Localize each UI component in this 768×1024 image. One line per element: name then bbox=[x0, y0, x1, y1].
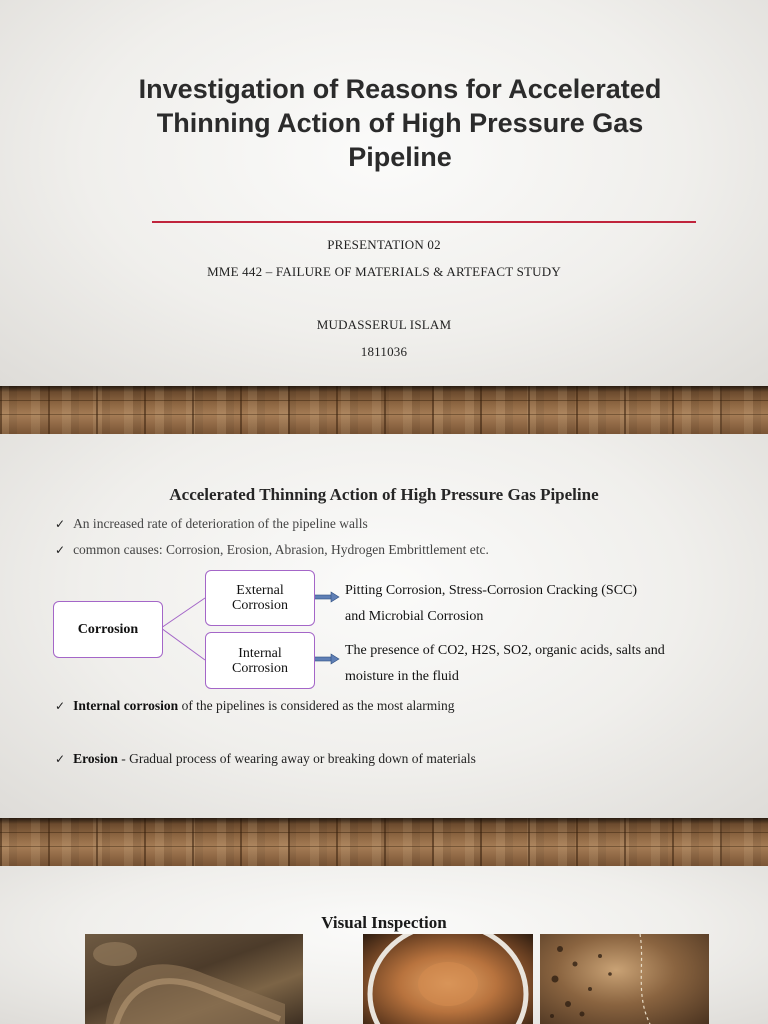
pipe-elbow-photo bbox=[85, 934, 303, 1024]
slide-heading: Accelerated Thinning Action of High Pressure Gas Pipeline bbox=[169, 485, 599, 504]
key-point: ✓ Internal corrosion of the pipelines is considered as the most alarming bbox=[55, 698, 455, 713]
visual-inspection-heading: Visual Inspection bbox=[321, 913, 447, 932]
student-id: 1811036 bbox=[360, 344, 408, 359]
check-icon: ✓ bbox=[55, 699, 66, 713]
check-icon: ✓ bbox=[55, 517, 66, 531]
internal-corrosion-description: The presence of CO2, H2S, SO2, organic acids, salts and moisture in the fluid bbox=[345, 643, 665, 684]
arrow-right-icon bbox=[314, 592, 339, 602]
bullet-item: ✓ common causes: Corrosion, Erosion, Abrasion, Hydrogen Embrittlement etc. bbox=[55, 542, 489, 557]
external-corrosion-node: External Corrosion bbox=[205, 570, 315, 626]
corrosion-node: Corrosion bbox=[53, 601, 163, 658]
wood-floor-divider bbox=[0, 818, 768, 866]
external-corrosion-description: Pitting Corrosion, Stress-Corrosion Cracking (SCC) and Microbial Corrosion bbox=[345, 583, 638, 624]
connector-line-internal bbox=[161, 628, 205, 660]
connector-line-external bbox=[161, 598, 205, 628]
author-name: MUDASSERUL ISLAM bbox=[316, 317, 452, 332]
check-icon: ✓ bbox=[55, 752, 66, 766]
check-icon: ✓ bbox=[55, 543, 66, 557]
presentation-title: Investigation of Reasons for Accelerated Thinning Action of High Pressure Gas Pipeline bbox=[138, 74, 662, 172]
bullet-item: ✓ An increased rate of deterioration of the pipeline walls bbox=[55, 516, 368, 531]
arrow-right-icon bbox=[314, 654, 339, 664]
pipe-elbow-image bbox=[85, 934, 303, 1024]
key-point: ✓ Erosion - Gradual process of wearing away or breaking down of materials bbox=[55, 751, 476, 766]
course-name: MME 442 – FAILURE OF MATERIALS & ARTEFACT STUDY bbox=[207, 264, 561, 279]
presentation-number: PRESENTATION 02 bbox=[327, 237, 441, 252]
pitted-surface-image bbox=[540, 934, 709, 1024]
pipe-interior-photo bbox=[363, 934, 533, 1024]
internal-corrosion-node: Internal Corrosion bbox=[205, 632, 315, 689]
pipe-interior-image bbox=[363, 934, 533, 1024]
pitted-surface-photo bbox=[540, 934, 709, 1024]
